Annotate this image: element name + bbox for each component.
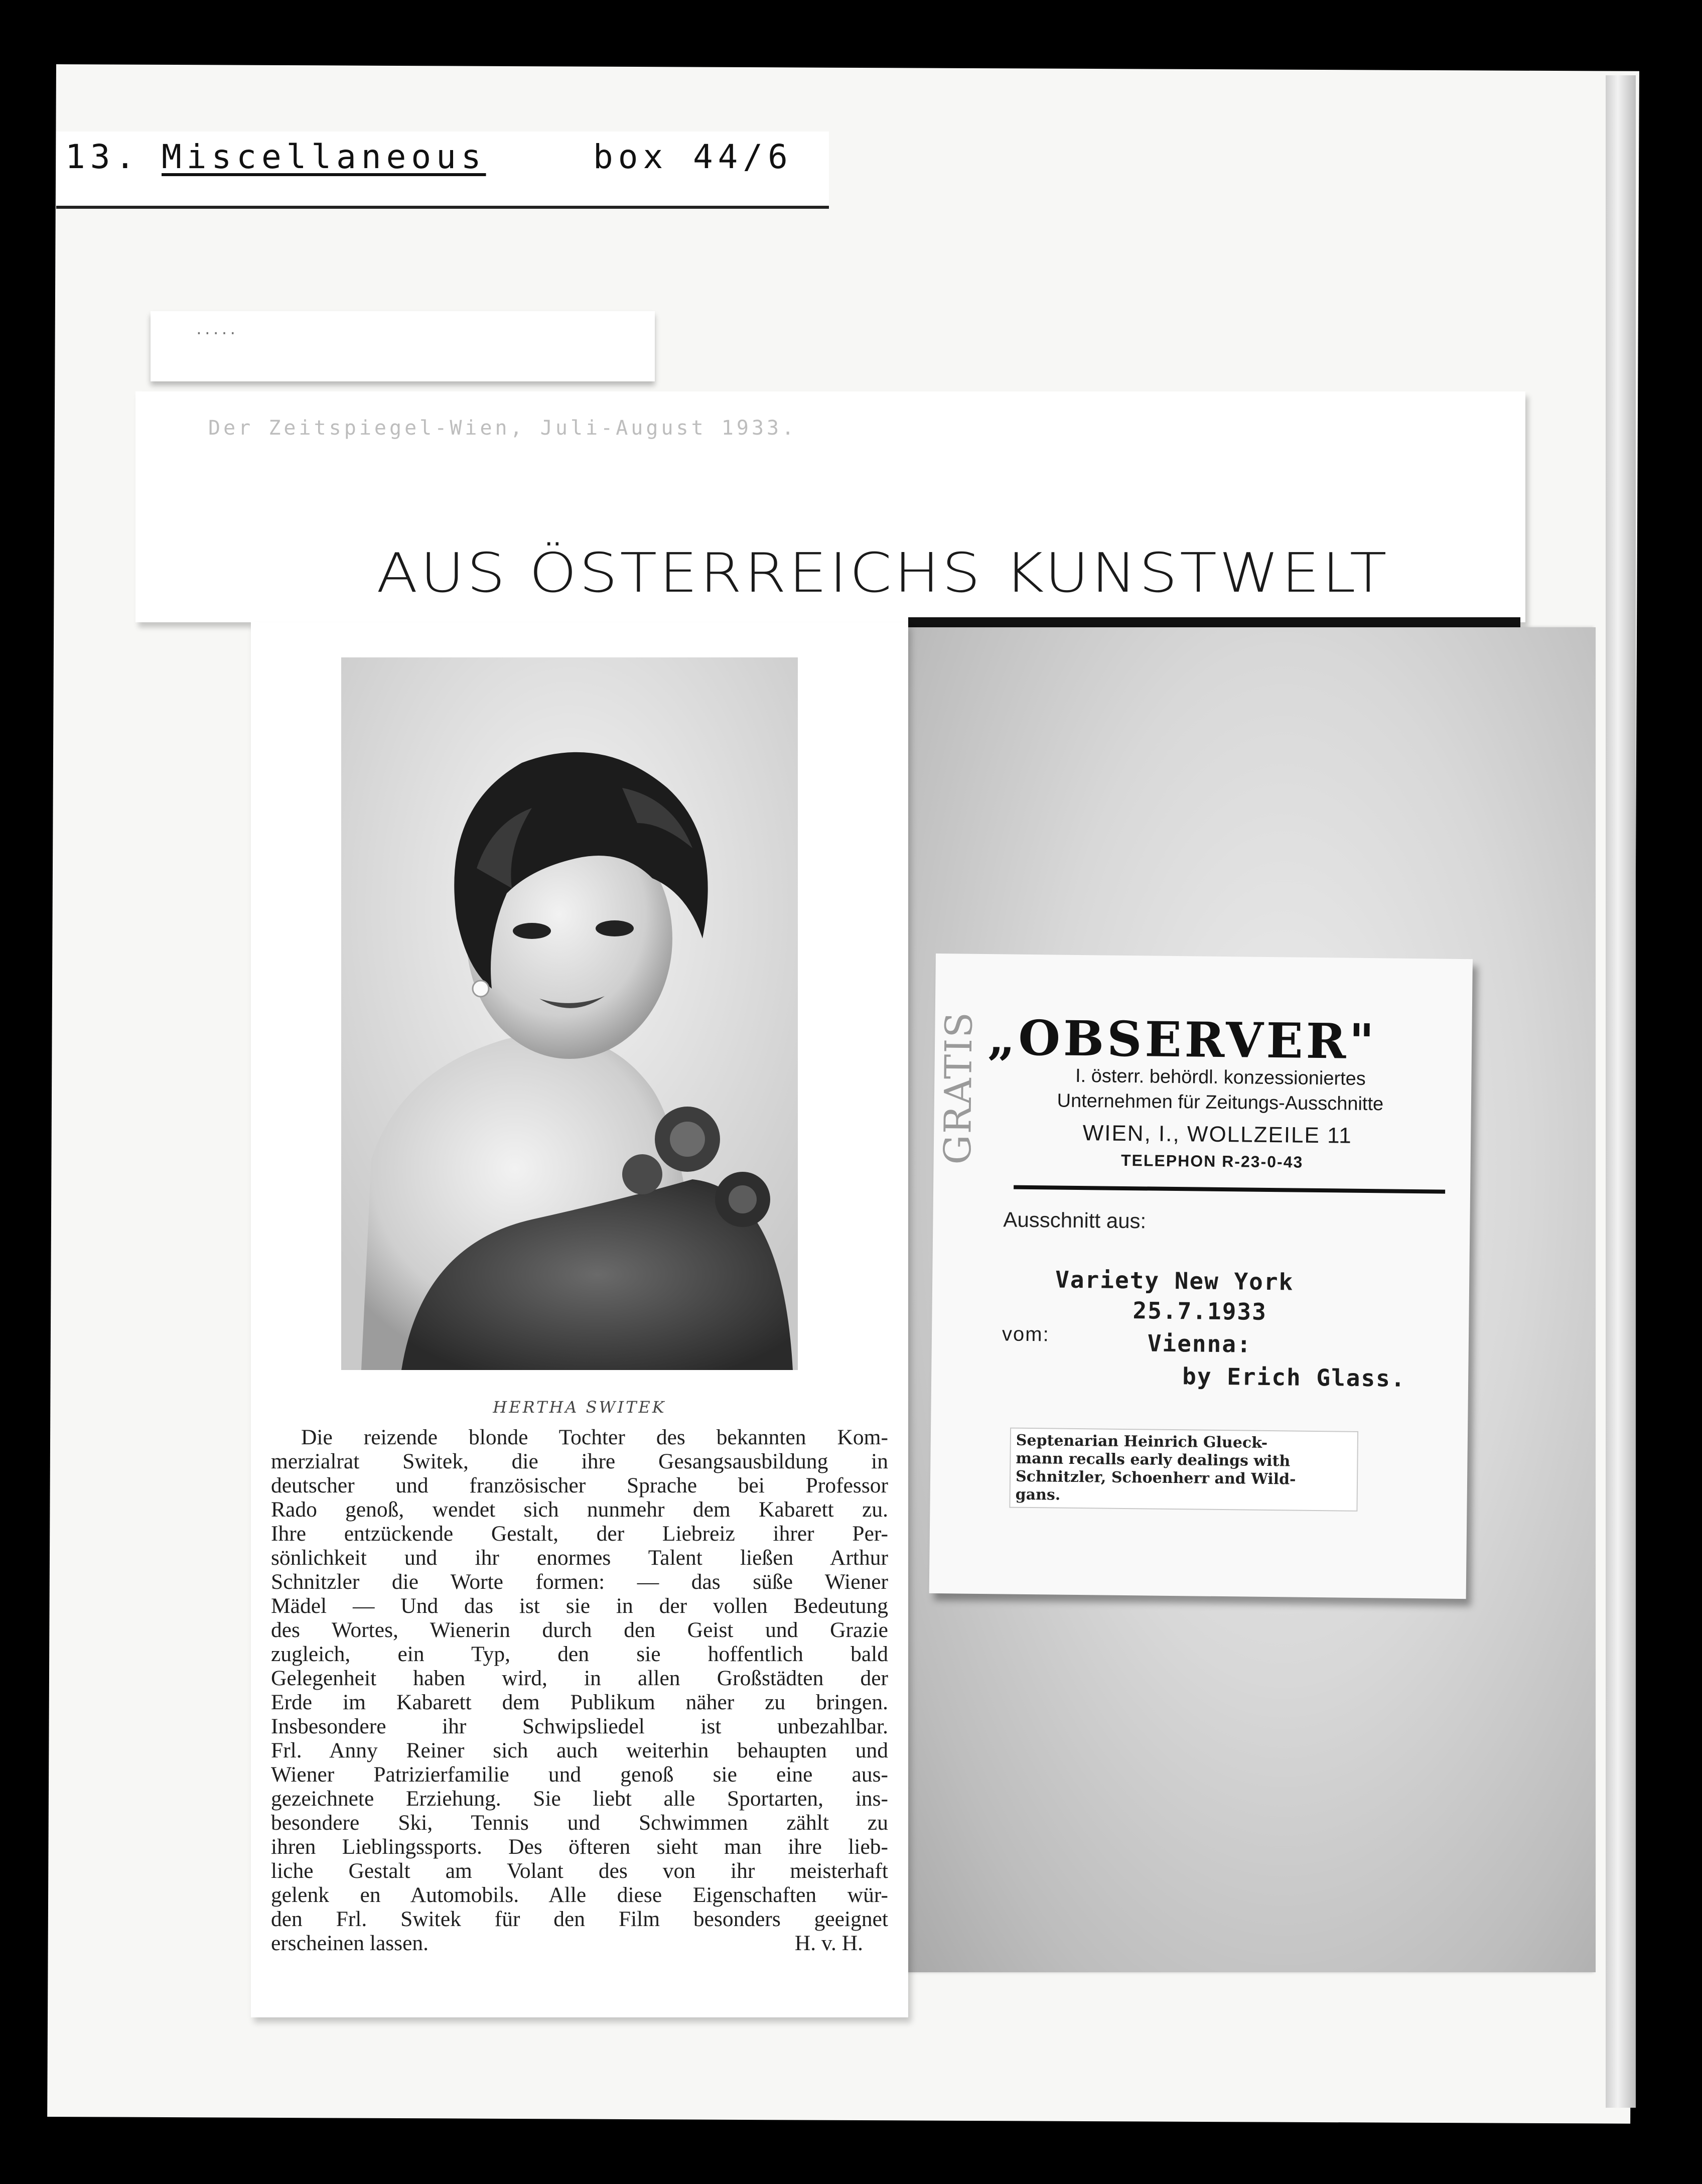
article-line: deutscher und französischer Sprache bei Professor [271,1473,888,1497]
headline-line: Septenarian Heinrich Glueck- [1016,1431,1268,1452]
article-text [271,1425,888,1955]
article-line: Gelegenheit haben wird, in allen Großstädten der [271,1666,888,1690]
clipping-title: AUS ÖSTERREICHS KUNSTWELT [376,542,1389,605]
observer-author: by Erich Glass. [1182,1362,1406,1392]
article-line: Frl. Anny Reiner sich auch weiterhin behaupten und [271,1738,888,1762]
article-line: zugleich, ein Typ, den sie hoffentlich bald [271,1642,888,1666]
header-box: box 44/6 [593,138,793,176]
article-line: Schnitzler die Worte formen: — das süße Wiener [271,1570,888,1594]
article-line: Wiener Patrizierfamilie und genoß sie eine aus- [271,1762,888,1787]
article-line: den Frl. Switek für den Film besonders geeignet [271,1907,888,1931]
article-line: merzialrat Switek, die ihre Gesangsausbildung in [271,1449,888,1473]
observer-gratis: GRATIS [936,1011,981,1165]
article-line: besondere Ski, Tennis und Schwimmen zählt zu [271,1811,888,1835]
observer-rule [1014,1185,1445,1194]
clipping-body [251,622,908,2017]
headline-line: gans. [1015,1485,1061,1504]
article-line: erscheinen lassen. [271,1931,429,1955]
clipping-header [135,391,1525,622]
observer-address: WIEN, I., WOLLZEILE 11 [1082,1121,1353,1148]
observer-slip [929,953,1473,1599]
portrait-illustration [341,657,798,1370]
top-slip-mark: ..... [195,321,237,338]
top-slip [151,311,655,381]
header-category: Miscellaneous [162,138,486,176]
article-line: Die reizende blonde Tochter des bekannten Kom- [301,1425,888,1449]
observer-line2: Unternehmen für Zeitungs-Ausschnitte [1057,1090,1384,1115]
article-line: liche Gestalt am Volant des von ihr meisterhaft [271,1859,888,1883]
clipping-source: Der Zeitspiegel-Wien, Juli-August 1933. [208,417,797,440]
headline-line: Schnitzler, Schoenherr and Wild- [1015,1467,1296,1488]
observer-vom-label: vom: [1002,1323,1050,1346]
article-line: sönlichkeit und ihr enormes Talent ließen Arthur [271,1546,888,1570]
observer-line1: I. österr. behördl. konzessioniertes [1075,1065,1366,1089]
observer-telephone: TELEPHON R-23-0-43 [1120,1151,1304,1171]
article-line: des Wortes, Wienerin durch den Geist und Grazie [271,1618,888,1642]
observer-date: 25.7.1933 [1132,1297,1267,1325]
header-number: 13. [65,138,140,176]
observer-ausschnitt-label: Ausschnitt aus: [1003,1207,1147,1233]
article-line: Insbesondere ihr Schwipsliedel ist unbezahlbar. [271,1714,888,1738]
article-line: ihren Lieblingssports. Des öfteren sieht man ihre lieb- [271,1835,888,1859]
article-signoff: H. v. H. [794,1931,863,1955]
observer-place: Vienna: [1147,1329,1252,1358]
headline-line: mann recalls early dealings with [1016,1449,1291,1470]
observer-publication: Variety New York [1055,1266,1294,1296]
article-last-line [271,1931,888,1955]
observer-name: „OBSERVER" [987,1009,1378,1070]
sheet-edge [1606,75,1636,2108]
archive-header [56,131,829,207]
portrait-photo [341,657,798,1370]
article-line: Erde im Kabarett dem Publikum näher zu bringen. [271,1690,888,1714]
article-line: Ihre entzückende Gestalt, der Liebreiz ihrer Per- [271,1522,888,1546]
photo-caption: HERTHA SWITEK [493,1398,666,1417]
article-line: gezeichnete Erziehung. Sie liebt alle Sportarten, ins- [271,1787,888,1811]
article-line: Rado genoß, wendet sich nunmehr dem Kabarett zu. [271,1497,888,1522]
header-rule [56,206,829,209]
observer-headline [1010,1429,1357,1511]
article-line: gelenk en Automobils. Alle diese Eigenschaften wür- [271,1883,888,1907]
article-line: Mädel — Und das ist sie in der vollen Bedeutung [271,1594,888,1618]
